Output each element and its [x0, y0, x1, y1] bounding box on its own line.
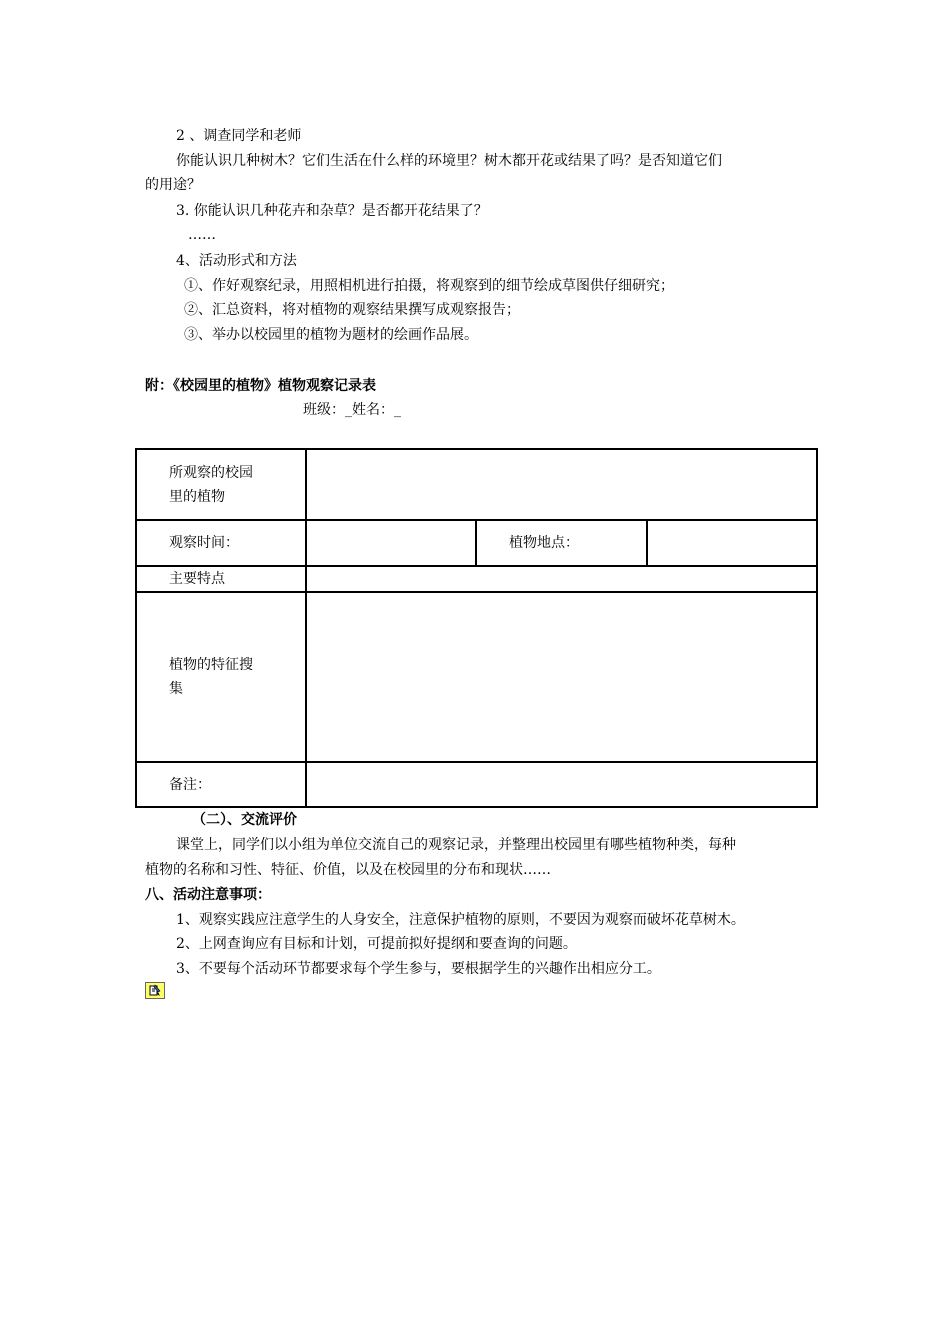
plant-name-label-line1: 所观察的校园	[169, 464, 253, 481]
feature-collection-label-line1: 植物的特征搜	[169, 657, 253, 673]
feature-collection-label	[136, 592, 306, 762]
method-item-2: ②、汇总资料，将对植物的观察结果撰写成观察报告；	[184, 302, 520, 318]
note-item-3: 3、不要每个活动环节都要求每个学生参与，要根据学生的兴趣作出相应分工。	[176, 961, 661, 977]
remarks-cell[interactable]	[306, 762, 817, 807]
observation-time-cell[interactable]	[306, 520, 476, 566]
observation-time-label: 观察时间：	[136, 520, 306, 566]
notes-heading: 八、活动注意事项：	[145, 887, 271, 903]
method-item-1: ①、作好观察纪录，用照相机进行拍摄，将观察到的细节绘成草图供仔细研究；	[184, 278, 674, 294]
class-name-line: 班级：_姓名：_	[303, 402, 401, 418]
item2-text-line1: 你能认识几种树木？它们生活在什么样的环境里？树木都开花或结果了吗？是否知道它们	[176, 153, 722, 169]
ellipsis: ……	[188, 227, 216, 243]
embedded-object-icon[interactable]	[145, 982, 165, 999]
observation-table	[135, 448, 818, 808]
table-row	[136, 449, 817, 520]
feature-collection-cell[interactable]	[306, 592, 817, 762]
plant-location-cell[interactable]	[647, 520, 817, 566]
item3-text: 3. 你能认识几种花卉和杂草？是否都开花结果了？	[176, 203, 488, 219]
main-features-cell[interactable]	[306, 566, 817, 592]
table-row	[136, 566, 817, 592]
item2-heading: 2 、调查同学和老师	[176, 128, 302, 144]
note-item-2: 2、上网查询应有目标和计划，可提前拟好提纲和要查询的问题。	[176, 936, 577, 952]
table-row	[136, 762, 817, 807]
item4-heading: 4、活动形式和方法	[176, 253, 297, 269]
appendix-title: 附：《校园里的植物》植物观察记录表	[145, 378, 376, 394]
feature-collection-label-line2: 集	[169, 681, 183, 697]
plant-name-label-line2: 里的植物	[169, 488, 225, 505]
exchange-text-line1: 课堂上，同学们以小组为单位交流自己的观察记录，并整理出校园里有哪些植物种类，每种	[176, 837, 736, 853]
plant-name-label	[136, 449, 306, 520]
method-item-3: ③、举办以校园里的植物为题材的绘画作品展。	[184, 327, 478, 343]
exchange-text-line2: 植物的名称和习性、特征、价值，以及在校园里的分布和现状……	[145, 862, 551, 878]
plant-location-label: 植物地点：	[476, 520, 647, 566]
item2-text-line2: 的用途？	[145, 177, 201, 193]
exchange-heading: （二）、交流评价	[192, 812, 297, 828]
plant-name-cell[interactable]	[306, 449, 817, 520]
remarks-label: 备注：	[136, 762, 306, 807]
table-row	[136, 592, 817, 762]
main-features-label: 主要特点	[136, 566, 306, 592]
note-item-1: 1、观察实践应注意学生的人身安全，注意保护植物的原则，不要因为观察而破坏花草树木。	[176, 912, 745, 928]
table-row	[136, 520, 817, 566]
